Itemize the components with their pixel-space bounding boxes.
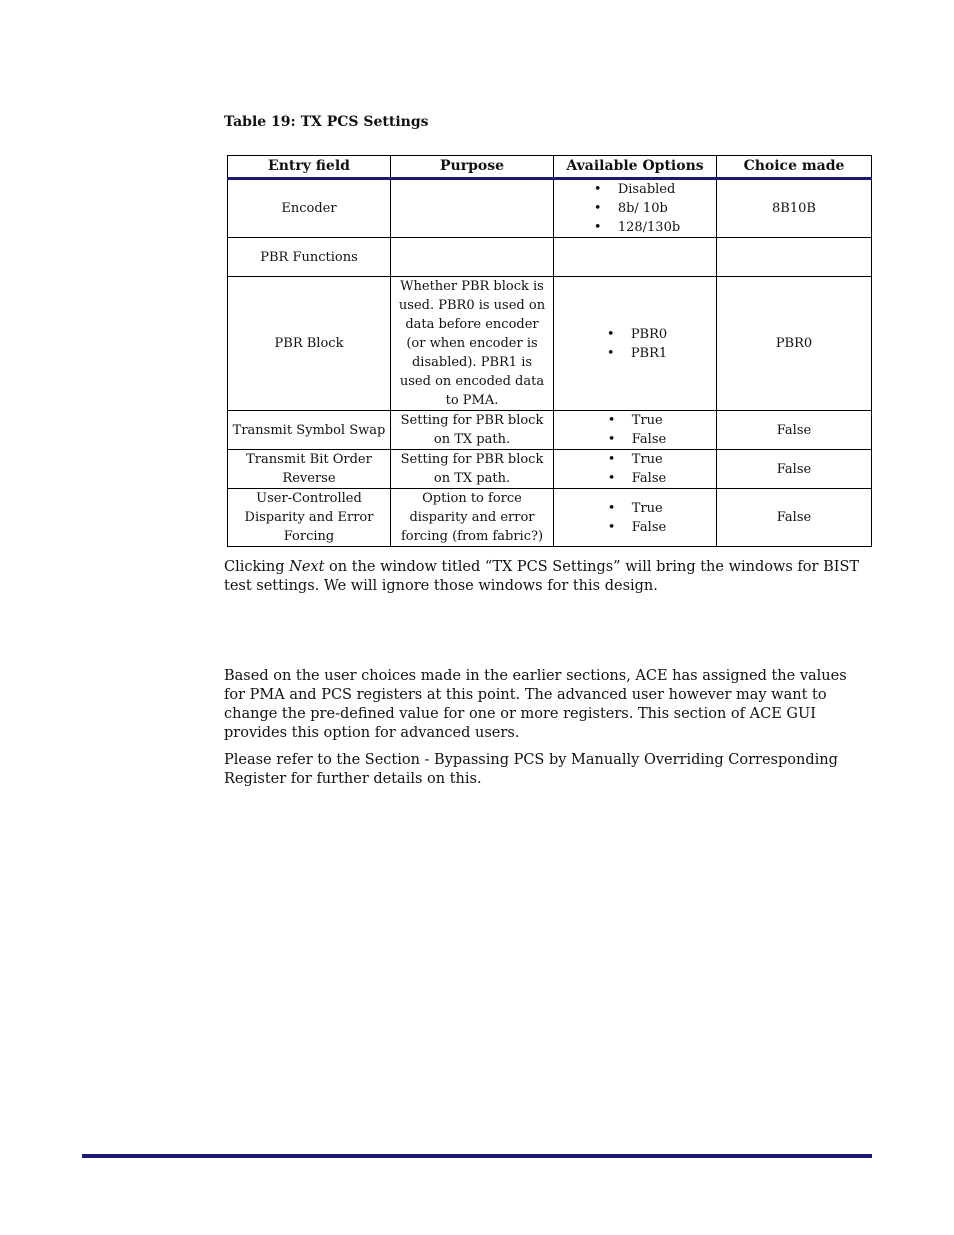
next-paragraph [224, 558, 869, 596]
reference-paragraph: Please refer to the Section - Bypassing PCS by Manually Overriding Corresponding Register for further details on this. [224, 752, 838, 787]
cell-choice: False [717, 450, 872, 489]
options-list [604, 499, 666, 537]
cell-entry: User-Controlled Disparity and Error Forcing [228, 489, 391, 547]
header-choice-made: Choice made [717, 156, 872, 179]
cell-purpose: Setting for PBR block on TX path. [391, 411, 554, 450]
table-row [228, 411, 872, 450]
tx-pcs-settings-table [227, 155, 872, 547]
option-item: • False [604, 430, 666, 449]
table-row [228, 179, 872, 238]
cell-options [554, 489, 717, 547]
cell-entry: Transmit Bit Order Reverse [228, 450, 391, 489]
cell-options [554, 450, 717, 489]
table-caption: Table 19: TX PCS Settings [224, 114, 429, 130]
cell-purpose: Option to force disparity and error forcing (from fabric?) [391, 489, 554, 547]
option-item: • PBR1 [603, 344, 667, 363]
option-item: • 8b/ 10b [590, 199, 680, 218]
table-row [228, 489, 872, 547]
next-emphasis: Next [289, 559, 325, 575]
para-text: on the window titled “TX PCS Settings” will bring the windows for BIST test settings. We will ignore those windows for this design. [224, 559, 860, 594]
cell-options [554, 277, 717, 411]
cell-purpose: Setting for PBR block on TX path. [391, 450, 554, 489]
cell-purpose [391, 179, 554, 238]
options-list [603, 325, 667, 363]
table-row [228, 277, 872, 411]
ace-registers-paragraph: Based on the user choices made in the earlier sections, ACE has assigned the values for PMA and PCS registers at this point. The advanced user however may want to change the pre-defined value for one or more registers. This section of ACE GUI provides this option for advanced users. [224, 668, 847, 741]
cell-entry: PBR Functions [228, 238, 391, 277]
table-header-row [228, 156, 872, 179]
option-item: • True [604, 499, 666, 518]
option-item: • False [604, 518, 666, 537]
cell-entry: PBR Block [228, 277, 391, 411]
options-list [604, 411, 666, 449]
cell-choice [717, 238, 872, 277]
cell-options [554, 411, 717, 450]
cell-entry: Transmit Symbol Swap [228, 411, 391, 450]
options-list [604, 450, 666, 488]
cell-options [554, 238, 717, 277]
options-list [590, 180, 680, 237]
cell-purpose: Whether PBR block is used. PBR0 is used on data before encoder (or when encoder is disabled). PBR1 is used on encoded data to PMA. [391, 277, 554, 411]
cell-options [554, 179, 717, 238]
table-row [228, 450, 872, 489]
header-available-options: Available Options [554, 156, 717, 179]
option-item: • True [604, 450, 666, 469]
header-purpose: Purpose [391, 156, 554, 179]
cell-choice: PBR0 [717, 277, 872, 411]
option-item: • Disabled [590, 180, 680, 199]
option-item: • 128/130b [590, 218, 680, 237]
option-item: • True [604, 411, 666, 430]
cell-purpose [391, 238, 554, 277]
option-item: • False [604, 469, 666, 488]
option-item: • PBR0 [603, 325, 667, 344]
footer-rule [82, 1154, 872, 1158]
table-row [228, 238, 872, 277]
cell-choice: 8B10B [717, 179, 872, 238]
cell-choice: False [717, 489, 872, 547]
cell-entry: Encoder [228, 179, 391, 238]
header-entry-field: Entry field [228, 156, 391, 179]
cell-choice: False [717, 411, 872, 450]
para-text: Clicking [224, 559, 290, 575]
